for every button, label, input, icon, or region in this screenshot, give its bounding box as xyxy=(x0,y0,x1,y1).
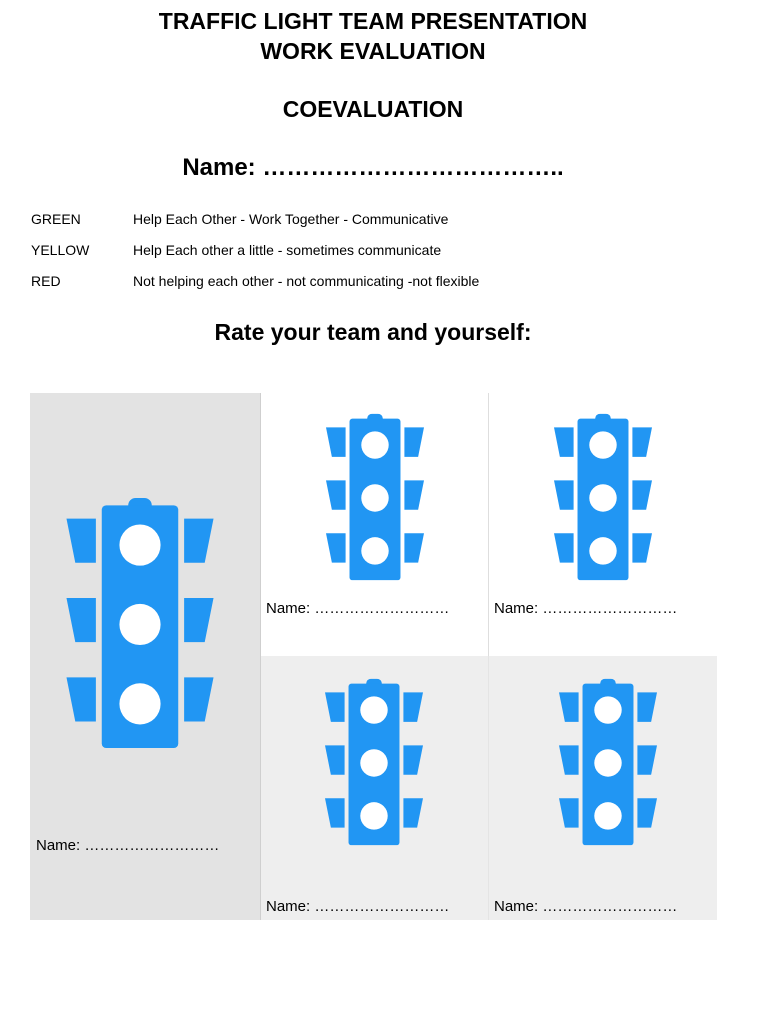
legend-description: Not helping each other - not communicating -not flexible xyxy=(133,273,480,289)
name-field[interactable]: Name: ……………………… xyxy=(266,898,450,915)
legend-description: Help Each Other - Work Together - Communicative xyxy=(133,211,449,227)
legend-color-label: GREEN xyxy=(31,211,81,227)
evaluation-cell-member-3 xyxy=(260,656,488,920)
legend-color-label: YELLOW xyxy=(31,242,90,258)
evaluation-cell-member-2 xyxy=(488,393,717,656)
evaluation-cell-member-4 xyxy=(488,656,717,920)
student-name-line: Name: ……………………………….. xyxy=(182,154,564,181)
legend-description: Help Each other a little - sometimes communicate xyxy=(133,242,442,258)
name-field[interactable]: Name: ……………………… xyxy=(494,898,678,915)
traffic-light-icon xyxy=(66,498,214,748)
traffic-light-icon xyxy=(554,413,652,581)
traffic-light-icon xyxy=(326,413,424,581)
name-field[interactable]: Name: ……………………… xyxy=(494,600,678,617)
document-title-line-2: WORK EVALUATION xyxy=(260,38,486,64)
document-subtitle: COEVALUATION xyxy=(282,96,464,122)
name-field[interactable]: Name: ……………………… xyxy=(36,837,220,854)
evaluation-cell-member-1 xyxy=(260,393,488,656)
name-field[interactable]: Name: ……………………… xyxy=(266,600,450,617)
legend-color-label: RED xyxy=(31,273,61,289)
traffic-light-icon xyxy=(559,678,657,846)
document-title-line-1: TRAFFIC LIGHT TEAM PRESENTATION xyxy=(158,8,588,34)
rate-heading: Rate your team and yourself: xyxy=(214,319,532,345)
traffic-light-icon xyxy=(325,678,423,846)
evaluation-cell-self xyxy=(30,393,260,920)
